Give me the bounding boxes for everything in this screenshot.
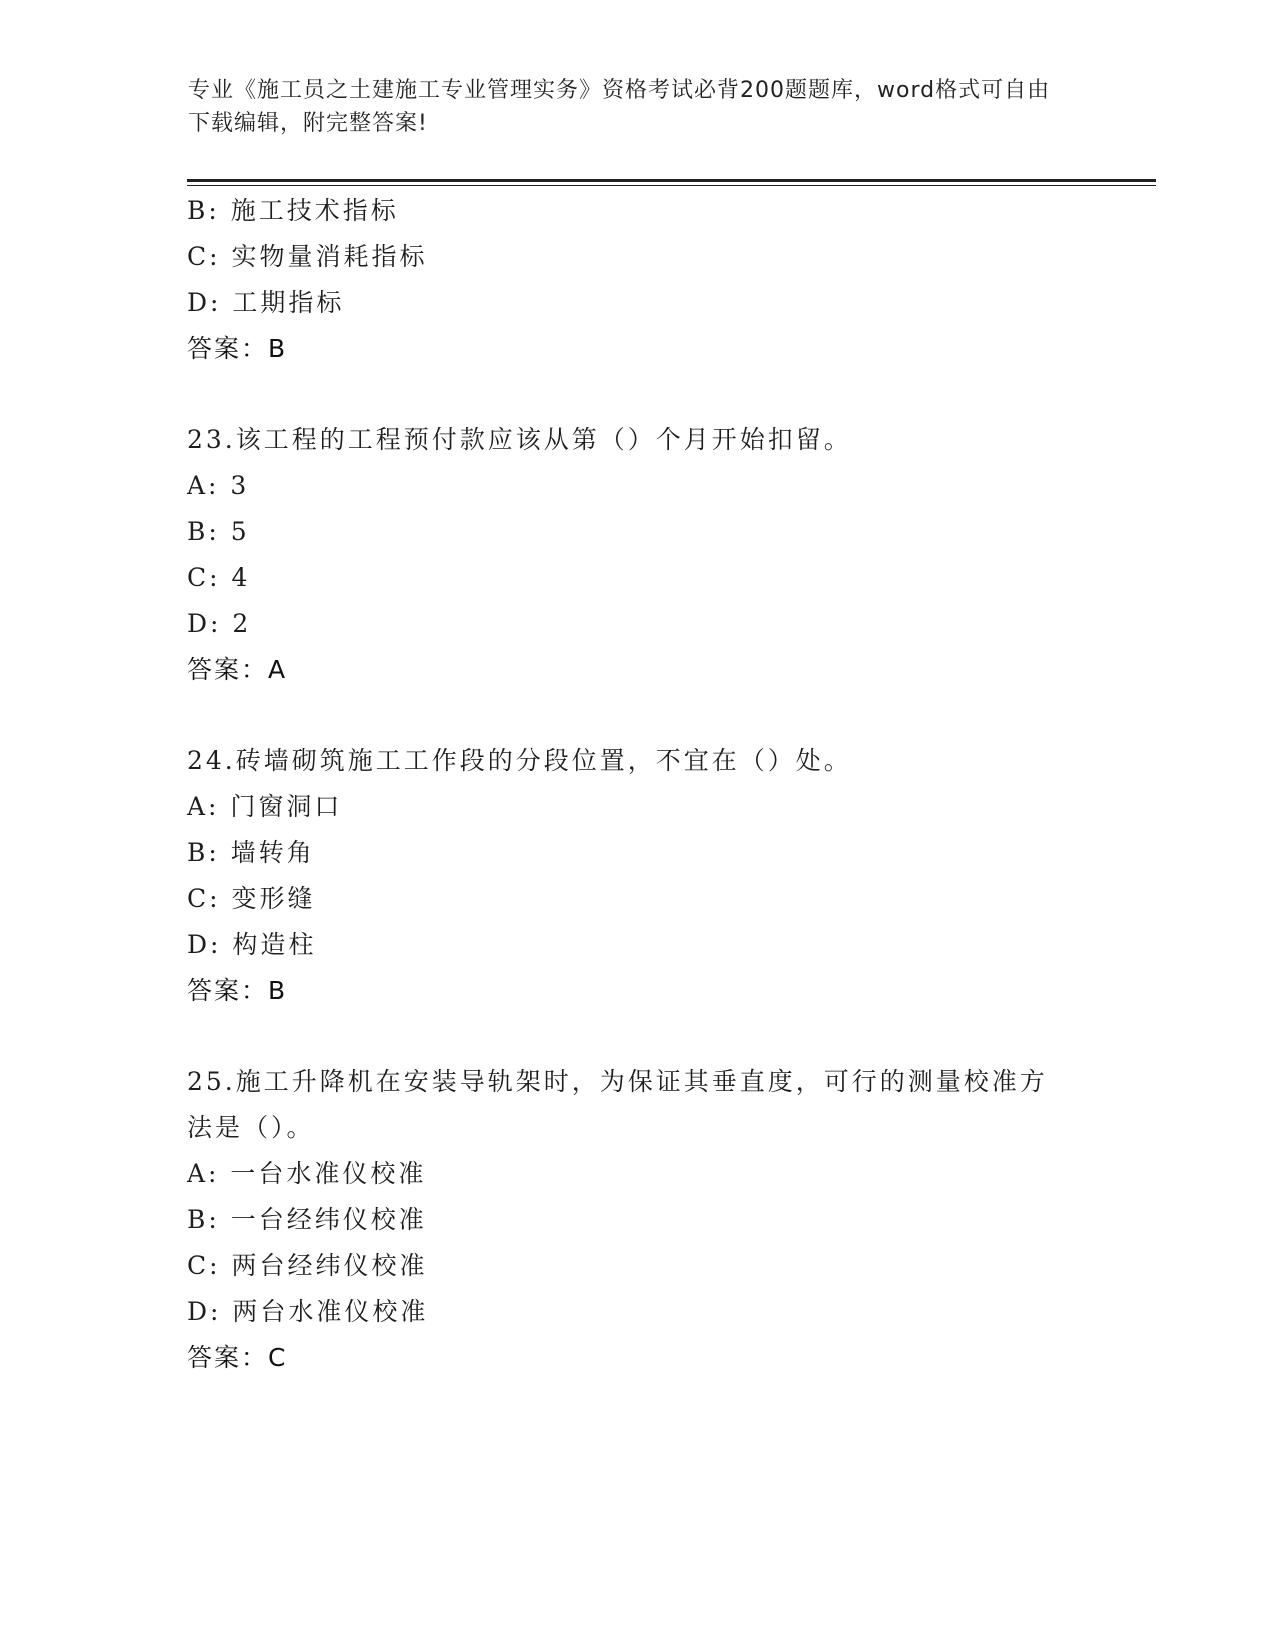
answer-line: 答案：B — [187, 976, 288, 1005]
answer-line: 答案：A — [187, 655, 288, 684]
spacer — [187, 693, 1087, 738]
answer-line: 答案：C — [187, 1343, 288, 1372]
option-a: A: 门窗洞口 — [187, 792, 343, 821]
spacer — [187, 1014, 1087, 1059]
option-b: B: 5 — [187, 517, 250, 546]
option-c: C: 变形缝 — [187, 884, 316, 913]
option-a: A: 一台水准仪校准 — [187, 1159, 427, 1188]
option-d: D: 工期指标 — [187, 288, 345, 317]
question-stem: 24.砖墙砌筑施工工作段的分段位置，不宜在（）处。 — [187, 746, 852, 775]
question-list — [187, 188, 1087, 1381]
option-d: D: 两台水准仪校准 — [187, 1297, 429, 1326]
option-d: D: 2 — [187, 609, 252, 638]
question-22-tail — [187, 188, 1087, 372]
option-c: C: 两台经纬仪校准 — [187, 1251, 428, 1280]
question-25 — [187, 1059, 1087, 1381]
option-d: D: 构造柱 — [187, 930, 317, 959]
option-b: B: 墙转角 — [187, 838, 315, 867]
option-c: C: 4 — [187, 563, 251, 592]
option-b: B: 一台经纬仪校准 — [187, 1205, 427, 1234]
answer-line: 答案：B — [187, 334, 288, 363]
option-a: A: 3 — [187, 471, 250, 500]
question-24 — [187, 738, 1087, 1014]
header-divider-thick — [187, 179, 1156, 182]
question-stem: 25.施工升降机在安装导轨架时，为保证其垂直度，可行的测量校准方法是（）。 — [187, 1067, 1048, 1142]
document-header-title: 专业《施工员之土建施工专业管理实务》资格考试必背200题题库，word格式可自由下载编辑，附完整答案! — [188, 78, 1051, 136]
header-divider-thin — [187, 185, 1156, 186]
question-stem: 23.该工程的工程预付款应该从第（）个月开始扣留。 — [187, 425, 852, 454]
option-b: B: 施工技术指标 — [187, 196, 399, 225]
spacer — [187, 372, 1087, 417]
option-c: C: 实物量消耗指标 — [187, 242, 428, 271]
question-23 — [187, 417, 1087, 693]
